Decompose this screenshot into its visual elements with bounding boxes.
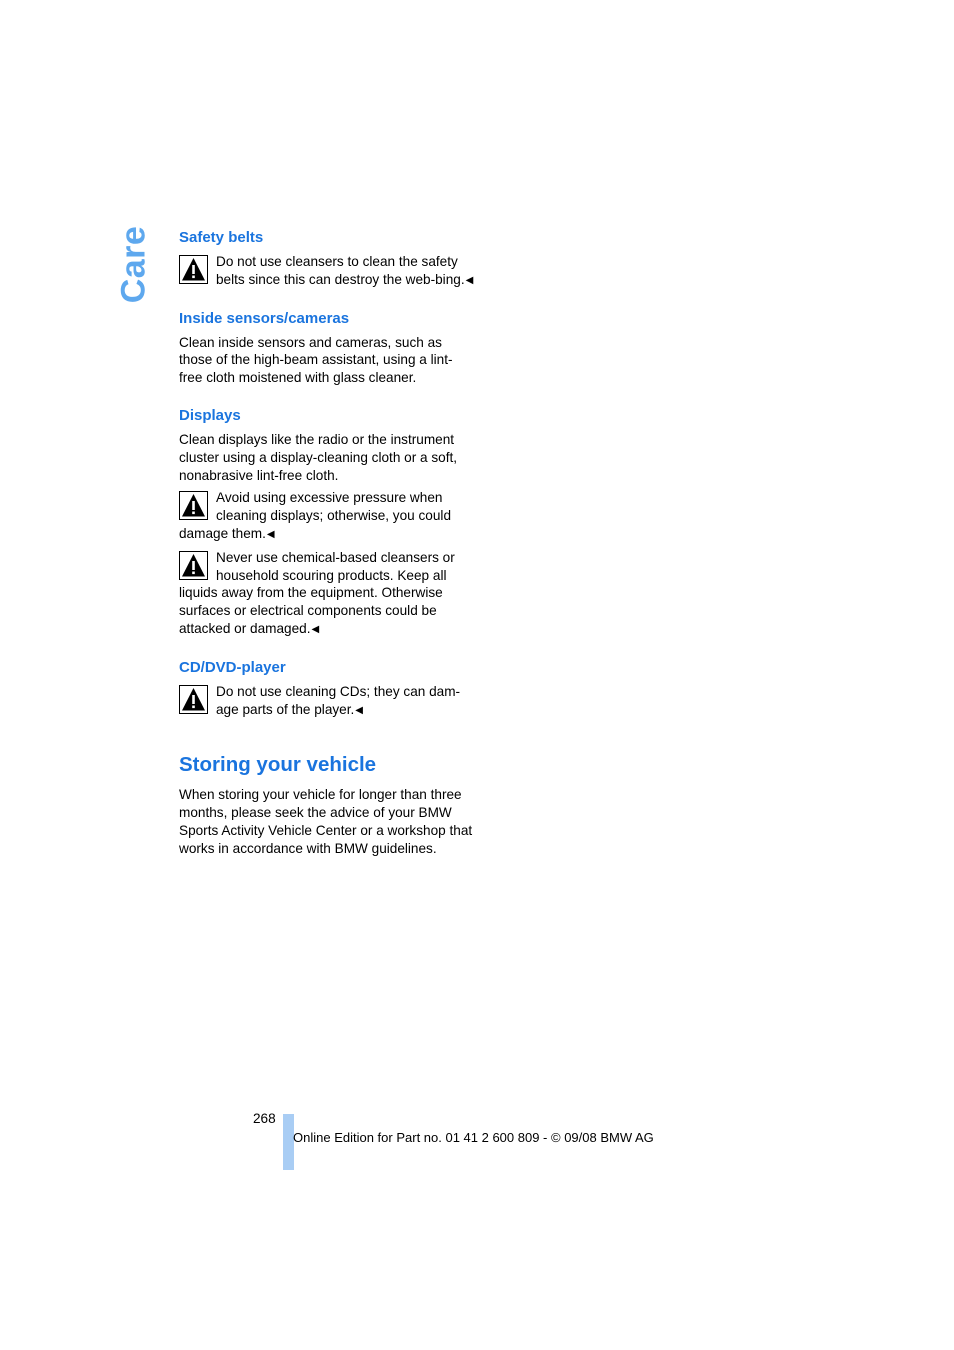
heading-displays: Displays <box>179 406 241 424</box>
end-mark-icon: ◀ <box>355 704 363 716</box>
warning-note <box>179 489 474 543</box>
end-mark-icon: ◀ <box>311 623 320 635</box>
end-mark-icon: ◀ <box>266 528 275 540</box>
warning-note <box>179 683 474 720</box>
paragraph-inside-sensors: Clean inside sensors and cameras, such as those of the high-beam assistant, using a lint-free cloth moistened with glass cleaner. <box>179 334 453 386</box>
heading-inside-sensors: Inside sensors/cameras <box>179 309 350 327</box>
warning-triangle-icon <box>179 685 208 714</box>
warning-note <box>179 549 474 639</box>
warning-text: Avoid using excessive pressure when cleaning displays; otherwise, you could damage them. <box>179 490 452 541</box>
warning-triangle-icon <box>179 255 208 284</box>
heading-safety-belts: Safety belts <box>179 229 264 246</box>
warning-triangle-icon <box>179 491 208 520</box>
warning-text: Do not use cleansers to clean the safety belts since this can destroy the web-bing. <box>216 254 465 287</box>
end-mark-icon: ◀ <box>465 274 474 286</box>
paragraph-displays: Clean displays like the radio or the instrument cluster using a display-cleaning cloth or a soft, nonabrasive lint-free cloth. <box>179 431 458 483</box>
paragraph-storing: When storing your vehicle for longer than three months, please seek the advice of your BMW Sports Activity Vehicle Center or a workshop that works in accordance with BMW guidelines. <box>179 787 473 856</box>
warning-text: Never use chemical-based cleansers or household scouring products. Keep all liquids away from the equipment. Otherwise surfaces or electrical components could be attacked or damaged. <box>179 549 455 636</box>
section-tab-label: Care <box>114 225 153 303</box>
heading-storing-your-vehicle: Storing your vehicle <box>179 753 377 777</box>
page-content <box>179 228 474 858</box>
section-tab <box>114 225 153 303</box>
warning-triangle-icon <box>179 551 208 580</box>
heading-cd-dvd-player: CD/DVD-player <box>179 658 286 676</box>
warning-text: Do not use cleaning CDs; they can dam-age parts of the player. <box>216 683 461 717</box>
page-number: 268 <box>253 1111 276 1126</box>
footer-text: Online Edition for Part no. 01 41 2 600 809 - © 09/08 BMW AG <box>293 1130 654 1145</box>
warning-note <box>179 253 474 290</box>
